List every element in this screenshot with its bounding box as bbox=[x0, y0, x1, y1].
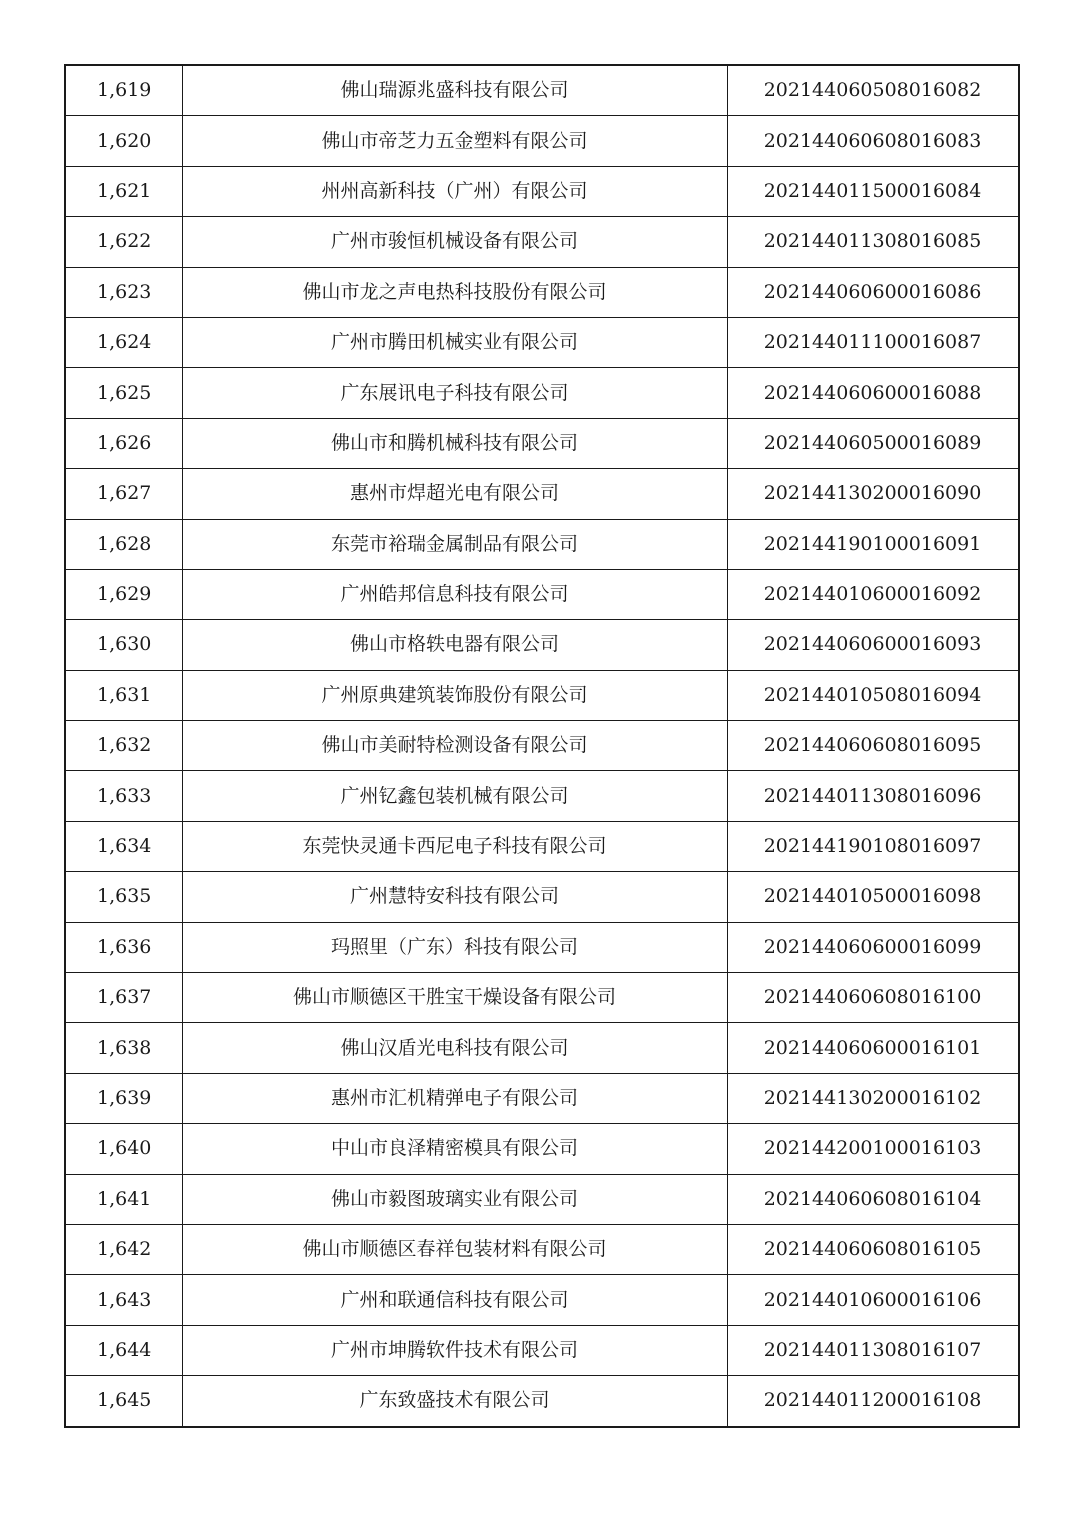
row-number-cell: 1,625 bbox=[65, 368, 182, 418]
company-name-cell: 广东展讯电子科技有限公司 bbox=[182, 368, 727, 418]
registration-code-cell: 202144011200016108 bbox=[727, 1376, 1019, 1427]
company-name-cell: 广州市腾田机械实业有限公司 bbox=[182, 317, 727, 367]
row-number-cell: 1,643 bbox=[65, 1275, 182, 1325]
table-row bbox=[65, 821, 1019, 871]
registration-code-cell: 202144060500016089 bbox=[727, 418, 1019, 468]
row-number-cell: 1,629 bbox=[65, 569, 182, 619]
company-name-cell: 佛山市美耐特检测设备有限公司 bbox=[182, 721, 727, 771]
registration-code-cell: 202144190108016097 bbox=[727, 821, 1019, 871]
company-name-cell: 佛山市格轶电器有限公司 bbox=[182, 620, 727, 670]
company-name-cell: 东莞快灵通卡西尼电子科技有限公司 bbox=[182, 821, 727, 871]
table-row bbox=[65, 721, 1019, 771]
table-row bbox=[65, 1376, 1019, 1427]
registration-code-cell: 202144011308016096 bbox=[727, 771, 1019, 821]
table-row bbox=[65, 922, 1019, 972]
company-name-cell: 佛山市龙之声电热科技股份有限公司 bbox=[182, 267, 727, 317]
table-row bbox=[65, 973, 1019, 1023]
company-name-cell: 广州皓邦信息科技有限公司 bbox=[182, 569, 727, 619]
row-number-cell: 1,636 bbox=[65, 922, 182, 972]
registration-code-cell: 202144060608016104 bbox=[727, 1174, 1019, 1224]
row-number-cell: 1,630 bbox=[65, 620, 182, 670]
registration-code-cell: 202144190100016091 bbox=[727, 519, 1019, 569]
row-number-cell: 1,627 bbox=[65, 469, 182, 519]
table-row bbox=[65, 1325, 1019, 1375]
company-list-table bbox=[64, 64, 1020, 1428]
row-number-cell: 1,634 bbox=[65, 821, 182, 871]
registration-code-cell: 202144060508016082 bbox=[727, 65, 1019, 116]
company-name-cell: 佛山市顺德区干胜宝干燥设备有限公司 bbox=[182, 973, 727, 1023]
registration-code-cell: 202144010500016098 bbox=[727, 872, 1019, 922]
company-name-cell: 中山市良泽精密模具有限公司 bbox=[182, 1124, 727, 1174]
table-row bbox=[65, 469, 1019, 519]
table-row bbox=[65, 267, 1019, 317]
row-number-cell: 1,641 bbox=[65, 1174, 182, 1224]
row-number-cell: 1,642 bbox=[65, 1224, 182, 1274]
registration-code-cell: 202144011308016107 bbox=[727, 1325, 1019, 1375]
registration-code-cell: 202144200100016103 bbox=[727, 1124, 1019, 1174]
company-list-body bbox=[65, 65, 1019, 1427]
row-number-cell: 1,624 bbox=[65, 317, 182, 367]
table-row bbox=[65, 1275, 1019, 1325]
table-row bbox=[65, 317, 1019, 367]
row-number-cell: 1,637 bbox=[65, 973, 182, 1023]
table-row bbox=[65, 1124, 1019, 1174]
registration-code-cell: 202144060600016088 bbox=[727, 368, 1019, 418]
registration-code-cell: 202144060608016100 bbox=[727, 973, 1019, 1023]
table-row bbox=[65, 116, 1019, 166]
row-number-cell: 1,626 bbox=[65, 418, 182, 468]
registration-code-cell: 202144060600016099 bbox=[727, 922, 1019, 972]
company-name-cell: 惠州市汇机精弹电子有限公司 bbox=[182, 1073, 727, 1123]
company-name-cell: 佛山市顺德区春祥包装材料有限公司 bbox=[182, 1224, 727, 1274]
registration-code-cell: 202144011100016087 bbox=[727, 317, 1019, 367]
row-number-cell: 1,644 bbox=[65, 1325, 182, 1375]
registration-code-cell: 202144011308016085 bbox=[727, 217, 1019, 267]
table-row bbox=[65, 670, 1019, 720]
registration-code-cell: 202144010600016092 bbox=[727, 569, 1019, 619]
table-row bbox=[65, 771, 1019, 821]
company-name-cell: 广东致盛技术有限公司 bbox=[182, 1376, 727, 1427]
company-name-cell: 广州钇鑫包装机械有限公司 bbox=[182, 771, 727, 821]
row-number-cell: 1,645 bbox=[65, 1376, 182, 1427]
registration-code-cell: 202144060608016083 bbox=[727, 116, 1019, 166]
table-row bbox=[65, 1073, 1019, 1123]
registration-code-cell: 202144010508016094 bbox=[727, 670, 1019, 720]
row-number-cell: 1,631 bbox=[65, 670, 182, 720]
table-row bbox=[65, 217, 1019, 267]
table-row bbox=[65, 1174, 1019, 1224]
registration-code-cell: 202144060608016095 bbox=[727, 721, 1019, 771]
registration-code-cell: 202144060600016086 bbox=[727, 267, 1019, 317]
row-number-cell: 1,632 bbox=[65, 721, 182, 771]
company-name-cell: 惠州市焊超光电有限公司 bbox=[182, 469, 727, 519]
registration-code-cell: 202144010600016106 bbox=[727, 1275, 1019, 1325]
company-name-cell: 玛照里（广东）科技有限公司 bbox=[182, 922, 727, 972]
row-number-cell: 1,621 bbox=[65, 166, 182, 216]
company-name-cell: 州州高新科技（广州）有限公司 bbox=[182, 166, 727, 216]
company-name-cell: 佛山瑞源兆盛科技有限公司 bbox=[182, 65, 727, 116]
company-name-cell: 广州原典建筑装饰股份有限公司 bbox=[182, 670, 727, 720]
registration-code-cell: 202144011500016084 bbox=[727, 166, 1019, 216]
company-name-cell: 佛山市和腾机械科技有限公司 bbox=[182, 418, 727, 468]
registration-code-cell: 202144060600016093 bbox=[727, 620, 1019, 670]
table-row bbox=[65, 1023, 1019, 1073]
table-row bbox=[65, 418, 1019, 468]
registration-code-cell: 202144060608016105 bbox=[727, 1224, 1019, 1274]
company-name-cell: 东莞市裕瑞金属制品有限公司 bbox=[182, 519, 727, 569]
row-number-cell: 1,619 bbox=[65, 65, 182, 116]
company-name-cell: 广州市骏恒机械设备有限公司 bbox=[182, 217, 727, 267]
registration-code-cell: 202144130200016090 bbox=[727, 469, 1019, 519]
row-number-cell: 1,620 bbox=[65, 116, 182, 166]
table-row bbox=[65, 1224, 1019, 1274]
row-number-cell: 1,623 bbox=[65, 267, 182, 317]
company-name-cell: 广州慧特安科技有限公司 bbox=[182, 872, 727, 922]
row-number-cell: 1,622 bbox=[65, 217, 182, 267]
company-name-cell: 佛山市毅图玻璃实业有限公司 bbox=[182, 1174, 727, 1224]
table-row bbox=[65, 519, 1019, 569]
company-name-cell: 佛山市帝芝力五金塑料有限公司 bbox=[182, 116, 727, 166]
company-name-cell: 广州市坤腾软件技术有限公司 bbox=[182, 1325, 727, 1375]
table-row bbox=[65, 166, 1019, 216]
table-row bbox=[65, 368, 1019, 418]
table-row bbox=[65, 620, 1019, 670]
company-name-cell: 广州和联通信科技有限公司 bbox=[182, 1275, 727, 1325]
table-row bbox=[65, 872, 1019, 922]
company-name-cell: 佛山汉盾光电科技有限公司 bbox=[182, 1023, 727, 1073]
row-number-cell: 1,628 bbox=[65, 519, 182, 569]
row-number-cell: 1,639 bbox=[65, 1073, 182, 1123]
table-row bbox=[65, 569, 1019, 619]
row-number-cell: 1,638 bbox=[65, 1023, 182, 1073]
table-row bbox=[65, 65, 1019, 116]
row-number-cell: 1,640 bbox=[65, 1124, 182, 1174]
registration-code-cell: 202144130200016102 bbox=[727, 1073, 1019, 1123]
registration-code-cell: 202144060600016101 bbox=[727, 1023, 1019, 1073]
row-number-cell: 1,633 bbox=[65, 771, 182, 821]
row-number-cell: 1,635 bbox=[65, 872, 182, 922]
